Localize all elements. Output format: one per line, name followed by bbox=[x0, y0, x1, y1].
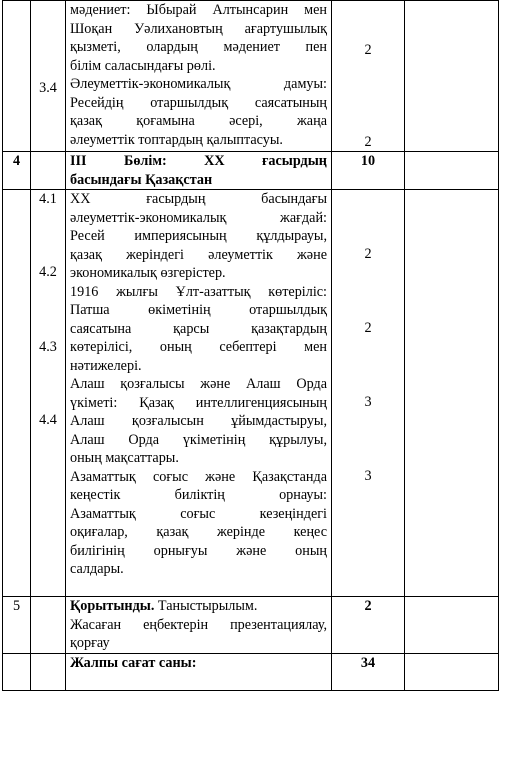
section-hours: 2 bbox=[332, 597, 405, 654]
sub-number-cell bbox=[31, 190, 66, 597]
topic-line: Алаш қозғалысын ұйымдастыруы, bbox=[70, 413, 327, 429]
total-label: Жалпы сағат саны: bbox=[66, 654, 332, 691]
sub-number-cell bbox=[31, 1, 66, 152]
extra-cell bbox=[405, 152, 499, 190]
topic-line: саясатына қарсы қазақтардың bbox=[70, 320, 327, 337]
topic-cell bbox=[66, 1, 332, 152]
topic-cell bbox=[66, 190, 332, 597]
extra-cell bbox=[405, 190, 499, 597]
sub-number: 3.4 bbox=[39, 80, 57, 96]
row-number-cell bbox=[3, 190, 31, 597]
topic-line: Жасаған еңбектерін презентациялау, bbox=[70, 616, 327, 633]
topic-line: Әлеуметтік-экономикалық дамуы: bbox=[70, 76, 327, 92]
hours-cell bbox=[332, 190, 405, 597]
topic-line: Ресейдің отаршылдық саясатының bbox=[70, 94, 327, 111]
topic-line: нәтижелері. bbox=[70, 357, 142, 374]
topic-line: билігінің орнығуы және оның bbox=[70, 542, 327, 559]
topic-line: оның мақсаттары. bbox=[70, 450, 179, 466]
topic-line: Шоқан Уәлихановтың ағартушылық bbox=[70, 20, 327, 37]
table-row bbox=[3, 190, 499, 597]
sub-number: 4.2 bbox=[39, 264, 57, 280]
hours-value: 2 bbox=[364, 320, 372, 336]
sub-number: 4.3 bbox=[39, 339, 57, 355]
section-hours: 10 bbox=[332, 152, 405, 190]
topic-line: Патша өкіметінің отаршылдық bbox=[70, 302, 327, 318]
topic-line: әлеуметтік топтардың қалыптасуы. bbox=[70, 131, 283, 148]
hours-value: 2 bbox=[364, 42, 372, 58]
syllabus-table bbox=[2, 0, 499, 691]
hours-value: 2 bbox=[364, 134, 372, 150]
topic-line: үкіметі: Қазақ интеллигенциясының bbox=[70, 394, 327, 411]
extra-cell bbox=[405, 654, 499, 691]
topic-line: Азаматтық соғыс кезеңіндегі bbox=[70, 505, 327, 522]
section-title-cell bbox=[66, 597, 332, 654]
topic-line: экономикалық өзгерістер. bbox=[70, 265, 226, 281]
topic-line: Азаматтық соғыс және Қазақстанда bbox=[70, 468, 327, 485]
section-title-rest: Таныстырылым. bbox=[154, 598, 258, 614]
topic-line: ХХ ғасырдың басындағы bbox=[70, 191, 327, 207]
topic-line: оқиғалар, қазақ жерінде кеңес bbox=[70, 524, 327, 540]
topic-line: кеңестік биліктің орнауы: bbox=[70, 487, 327, 503]
section-row bbox=[3, 597, 499, 654]
hours-value: 3 bbox=[364, 468, 372, 484]
sub-number-cell bbox=[31, 654, 66, 691]
section-title-line: ІІІ Бөлім: ХХ ғасырдың bbox=[70, 153, 327, 169]
section-title-line: басындағы Қазақстан bbox=[70, 171, 213, 188]
topic-line: қазақ жеріндегі әлеуметтік және bbox=[70, 246, 327, 263]
sub-number-cell bbox=[31, 597, 66, 654]
section-title-cell bbox=[66, 152, 332, 190]
table-row bbox=[3, 1, 499, 152]
hours-value: 2 bbox=[364, 246, 372, 262]
sub-number: 4.4 bbox=[39, 412, 57, 428]
extra-cell bbox=[405, 597, 499, 654]
topic-line: салдары. bbox=[70, 561, 124, 577]
topic-line: әлеуметтік-экономикалық жағдай: bbox=[70, 209, 327, 226]
topic-line: Алаш қозғалысы және Алаш Орда bbox=[70, 376, 327, 392]
sub-number-cell bbox=[31, 152, 66, 190]
topic-line: қызметі, олардың мәдениет пен bbox=[70, 39, 327, 55]
total-hours: 34 bbox=[332, 654, 405, 691]
section-row bbox=[3, 152, 499, 190]
section-number: 4 bbox=[3, 152, 31, 190]
row-number-cell bbox=[3, 654, 31, 691]
total-row bbox=[3, 654, 499, 691]
section-title-bold: Қорытынды. bbox=[70, 598, 155, 614]
extra-cell bbox=[405, 1, 499, 152]
row-number-cell bbox=[3, 1, 31, 152]
topic-line: 1916 жылғы Ұлт-азаттық көтеріліс: bbox=[70, 283, 327, 300]
sub-number: 4.1 bbox=[39, 191, 57, 207]
section-number: 5 bbox=[3, 597, 31, 654]
topic-line: мәдениет: Ыбырай Алтынсарин мен bbox=[70, 2, 327, 18]
topic-line: білім саласындағы рөлі. bbox=[70, 57, 216, 74]
topic-line: көтерілісі, оның себептері мен bbox=[70, 339, 327, 355]
topic-line: қорғау bbox=[70, 635, 110, 651]
topic-line: Алаш Орда үкіметінің құрылуы, bbox=[70, 431, 327, 448]
topic-line: қазақ қоғамына әсері, жаңа bbox=[70, 113, 327, 129]
hours-value: 3 bbox=[364, 394, 372, 410]
topic-line: Ресей империясының құлдырауы, bbox=[70, 228, 327, 244]
hours-cell bbox=[332, 1, 405, 152]
